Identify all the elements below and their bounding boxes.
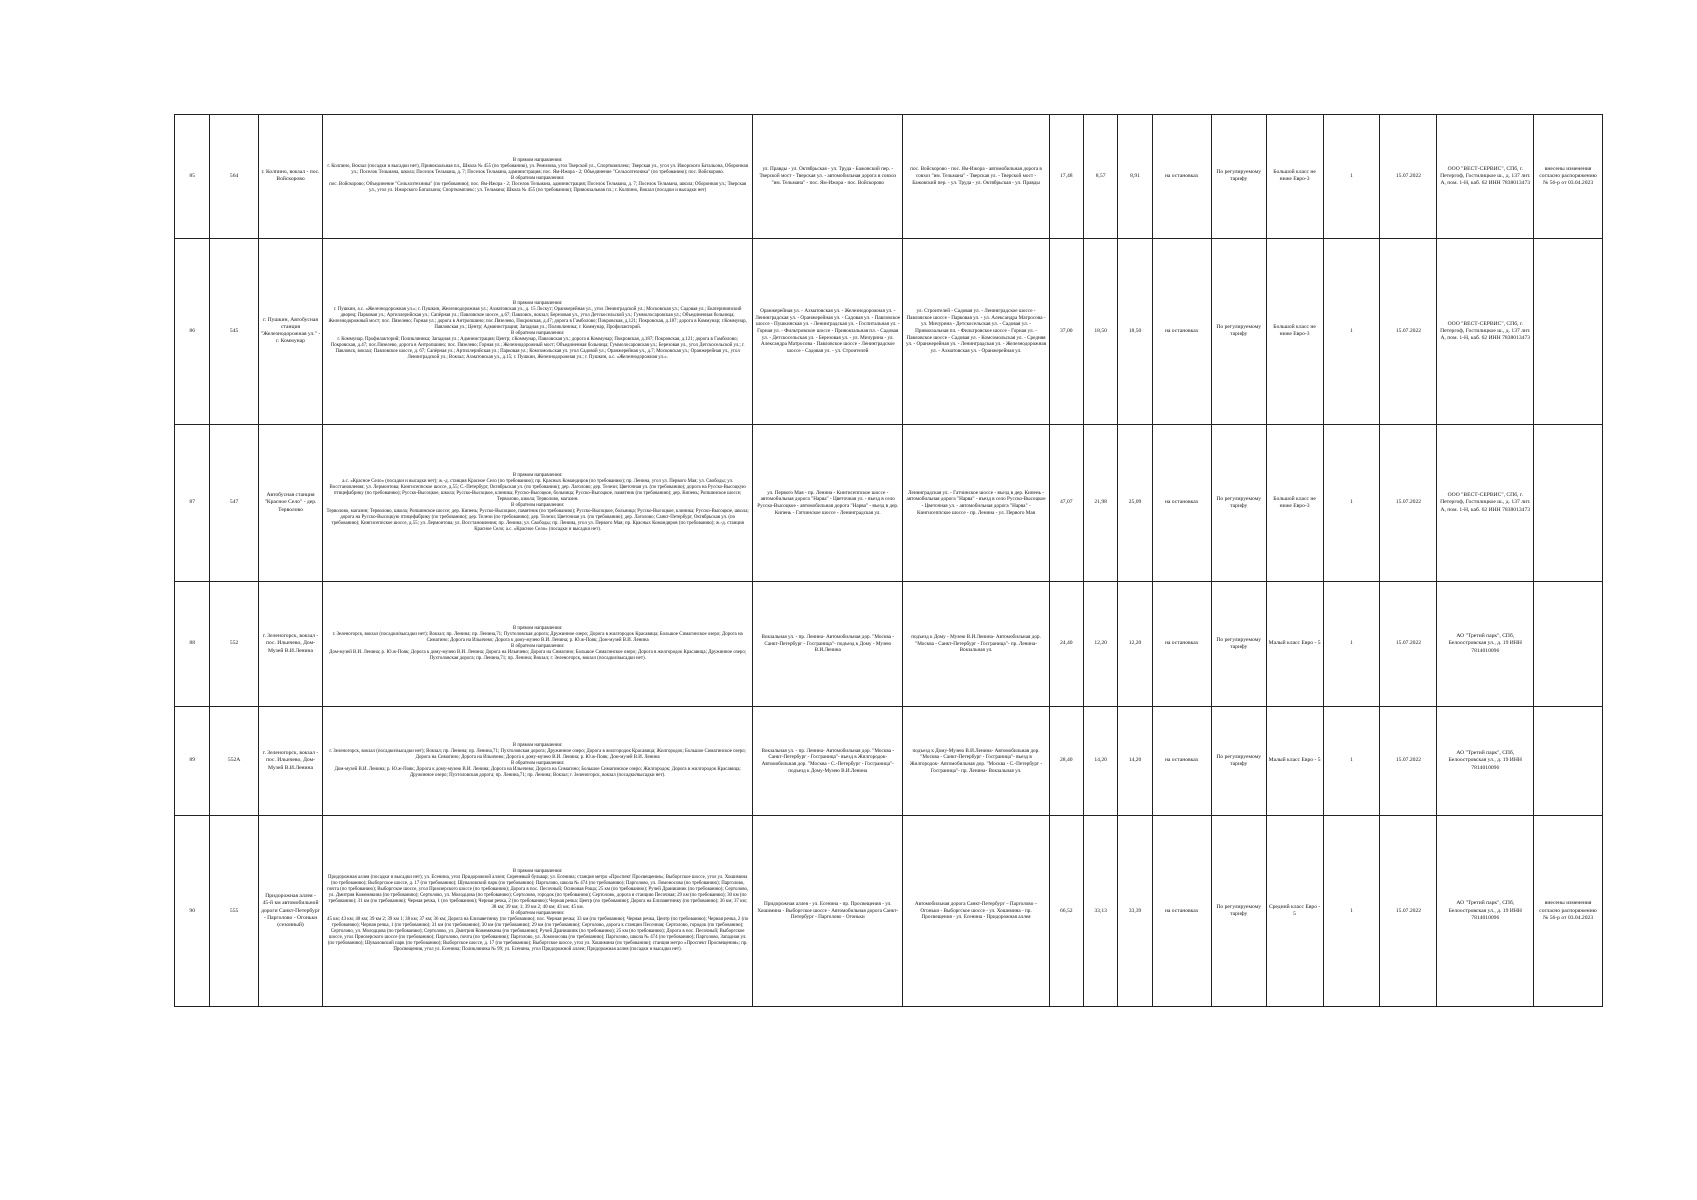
row-number: 85 bbox=[175, 115, 210, 239]
forward-heading: В прямом направлении: bbox=[512, 301, 563, 307]
route-number: 547 bbox=[210, 424, 258, 581]
tariff-type: По регулируемому тарифу bbox=[1211, 816, 1266, 1007]
length-reverse: 14,20 bbox=[1118, 706, 1152, 815]
row-number: 87 bbox=[175, 424, 210, 581]
forward-stops: г. Пушкин, а.с. «Железнодорожная ул.»; г. Пушкин, Железнодорожная ул.; Ахматовская ул., д. 15 Лоскут; Оранжерейная ул., угол Ленинградской ул.; Московская ул.; Садовая ул.; Екатерининский дворец; Парковая ул.; Артиллерийская ул.; Сапёрная ул.; Павловское шоссе, д.67; Павловск, вокзал; Березовая ул., угол Детскосельской ул.; Гуммолосаровская ул.; Объединенная больница; Железнодорожный мост; пос. Пязелево; Горная ул.; дорога в Антропшино; пос.Пязелево, Покровская, д.47; дорога в Гамболово; Покровская, д.121; Покровская, д.187; дорога в Коммунар; г.Коммунар, Павловская ул.; Центр; Администрация; Западная ул.; Поликлиника; г. Коммунар, Профилакторий. bbox=[328, 307, 747, 331]
change-note bbox=[1534, 706, 1603, 815]
streets-forward: ул. Первого Мая - пр. Ленина - Кингисеппское шоссе - автомобильная дорога "Нарва" - Цветочная ул. - въезд в село Русско-Высоцкое - автомобильная дорога "Нарва" - въезд в дер. Кипень - Гатчинское шоссе - Ленинградская ул. bbox=[753, 424, 903, 581]
length-total: 17,48 bbox=[1049, 115, 1083, 239]
vehicle-class: Малый класс Евро - 5 bbox=[1266, 582, 1323, 707]
length-total: 66,52 bbox=[1049, 816, 1083, 1007]
stops-list bbox=[323, 238, 753, 424]
route-name: Автобусная станция "Красное Село" - дер. Терволово bbox=[258, 424, 322, 581]
change-note bbox=[1534, 238, 1603, 424]
route-number: 552 bbox=[210, 582, 258, 707]
length-reverse: 12,20 bbox=[1118, 582, 1152, 707]
row-number: 86 bbox=[175, 238, 210, 424]
carrier-info: ООО "ВЕСТ-СЕРВИС", СПб, г. Петергоф, Гостилицкое ш., д. 137 лит. А, пом. 1-Н, каб. 62 ИНН 7838013473 bbox=[1437, 238, 1534, 424]
streets-forward: Вокзальная ул. - пр. Ленина- Автомобильная дор. "Москва - Санкт-Петербург - Госграница"- въезд в Жилгородок- Автомобильная дор. "Москва - С.-Петербург - Госграница"- подъезд к Дому-Музею В.И.Ленина bbox=[753, 706, 903, 815]
reverse-heading: В обратном направлении: bbox=[510, 760, 565, 766]
vehicle-count: 1 bbox=[1323, 424, 1380, 581]
route-number: 545 bbox=[210, 238, 258, 424]
length-forward: 14,20 bbox=[1083, 706, 1117, 815]
boarding-rule: на остановках bbox=[1152, 424, 1211, 581]
carrier-info: ООО "ВЕСТ-СЕРВИС", СПб, г. Петергоф, Гостилицкое ш., д. 137 лит. А, пом. 1-Н, каб. 62 ИНН 7838013473 bbox=[1437, 424, 1534, 581]
reverse-stops: пос. Войскорово; Объединение "Сельхозтехника" (по требованию); пос. Ям-Ижора - 2; Поселок Тельмана, администрация; Поселок Тельмана, д. 7; Поселок Тельмана, школа; Оборонная ул.; Тверская ул., угол ул. Ижорского Батальона; Спорткомплекс; ул. Тельмана; Школа № 455 (по требованию); Привокзальная пл.; г. Колпино, Вокзал (посадки и высадки нет) bbox=[329, 182, 747, 194]
reverse-heading: В обратном направлении: bbox=[510, 643, 565, 649]
reverse-heading: В обратном направлении: bbox=[510, 503, 565, 509]
vehicle-class: Средний класс Евро - 5 bbox=[1266, 816, 1323, 1007]
vehicle-class: Большой класс не ниже Евро-3 bbox=[1266, 424, 1323, 581]
length-forward: 33,13 bbox=[1083, 816, 1117, 1007]
start-date: 15.07.2022 bbox=[1380, 816, 1437, 1007]
start-date: 15.07.2022 bbox=[1380, 238, 1437, 424]
vehicle-count: 1 bbox=[1323, 115, 1380, 239]
change-note bbox=[1534, 582, 1603, 707]
change-note bbox=[1534, 424, 1603, 581]
vehicle-class: Малый класс Евро - 5 bbox=[1266, 706, 1323, 815]
change-note: внесены изменения согласно распоряжению № 56-р от 03.04.2023 bbox=[1534, 816, 1603, 1007]
length-forward: 21,98 bbox=[1083, 424, 1117, 581]
stops-list bbox=[323, 706, 753, 815]
row-number: 89 bbox=[175, 706, 210, 815]
forward-stops: г. Колпино, Вокзал (посадки и высадки нет), Привокзальная пл., Школа № 455 (по требованию), ул. Ремизова, угол Тверской ул., Спорткомплекс; Тверская ул., угол ул. Ижорского Батальона, Оборонная ул.; Поселок Тельмана, школа; Поселок Тельмана, д. 7; Поселок Тельмана, администрация; пос. Ям-Ижора - 2; Объединение "Сельхозтехника" (по требованию); пос. Войскорово. bbox=[327, 164, 748, 176]
length-forward: 12,20 bbox=[1083, 582, 1117, 707]
length-total: 47,07 bbox=[1049, 424, 1083, 581]
length-forward: 18,50 bbox=[1083, 238, 1117, 424]
stops-list bbox=[323, 424, 753, 581]
streets-forward: Вокзальная ул. - пр. Ленина- Автомобильная дор. "Москва - Санкт-Петербург - Госграница"- подъезд к Дому - Музею В.И.Ленина bbox=[753, 582, 903, 707]
streets-forward: ул. Правды - ул. Октябрьская - ул. Труда - Бажовский пер. - Тверской мост - Тверская ул. - автомобильная дорога в совхоз "им. Тельмана" - пос. Ям-Ижора - пос. Войскорово bbox=[753, 115, 903, 239]
vehicle-count: 1 bbox=[1323, 706, 1380, 815]
vehicle-count: 1 bbox=[1323, 582, 1380, 707]
length-total: 28,40 bbox=[1049, 706, 1083, 815]
forward-stops: Придорожная аллея (посадки и высадки нет); ул. Есенина, угол Придорожной аллеи; Сиреневый бульвар; ул. Есенина; станция метро «Проспект Просвещения»; Выборгское шоссе, угол ул. Хошимина (по требованию); Выборгское шоссе, д. 17 (по требованию); Шуваловский парк (по требованию); Парголово, школа № 474 (по требованию); Парголово, ул. Ломоносова (по требованию); Парголово, почта (по требованию); Выборгское шоссе, угол Приозерского шоссе (по требованию); Дорога в пос. Песочный; Осиновая Роща; 25 км (по требованию); Ручей Дранишник (по требованию); Сертолово, ул. Дмитрия Кожемякина (по требованию); Сертолово, ул. Молодцова (по требованию); Сертолово, городок (по требованию); Сертолово, дорога в станцию Песочная; 29 км (по требованию); 30 км (по требованию); 31 км (по требованию); Черная речка, 1 (по требованию); Черная речка, 2 (по требованию); Черная речка; Центр (по требованию); Дорога на Елизаветинку (по требованию); 36 км; 37 км; 38 км; 39 км; 1; 39 км 2; 40 км; 43 км; 45 км. bbox=[327, 875, 749, 911]
route-number: 564 bbox=[210, 115, 258, 239]
length-reverse: 25,09 bbox=[1118, 424, 1152, 581]
forward-heading: В прямом направлении: bbox=[512, 625, 563, 631]
boarding-rule: на остановках bbox=[1152, 816, 1211, 1007]
streets-reverse: Автомобильная дорога Санкт-Петербург – Парголово – Огоньки - Выборгское шоссе - ул. Хошимина - пр. Просвещения - ул. Есенина - Придорожная аллея bbox=[903, 816, 1049, 1007]
reverse-stops: 45 км; 43 км; 40 км; 39 км 2; 39 км 1; 38 км; 37 км; 36 км; Дорога на Елизаветинку (по требованию); пос. Черная речка; 33 км (по требованию); Черная речка, Центр (по требованию); Черная речка, 2 (по требованию); Черная речка, 1 (по требованию); 31 км (по требованию); 30 км (по требованию); 29 км (по требованию); Сертолово, дорога к станции Песочная; Сертолово, городок (по требованию); Сертолово, ул. Молодцова (по требованию); Сертолово, ул. Дмитрия Кожемякина (по требованию); Ручей Дранишник (по требованию); 25 км (по требованию); Дорога в пос. Песочный; Выборгское шоссе, угол Приозерского шоссе (по требованию); Парголово, почта (по требованию); Парголово, ул. Ломоносова (по требованию); Парголово, школа № 474 (по требованию); Парголово, Западная ул. (по требованию); Шуваловский парк (по требованию); Выборгское шоссе, д. 17 (по требованию); Выборгское шоссе, угол ул. Хошимина (по требованию); станция метро «Проспект Просвещения»; пр. Просвещения, угол ул. Есенина; Поликлиника № 99; ул. Есенина, угол Придорожной аллеи; Придорожная аллея (посадки и высадки нет). bbox=[327, 917, 749, 952]
table-row bbox=[175, 115, 1603, 239]
length-reverse: 8,91 bbox=[1118, 115, 1152, 239]
tariff-type: По регулируемому тарифу bbox=[1211, 582, 1266, 707]
stops-list bbox=[323, 816, 753, 1007]
start-date: 15.07.2022 bbox=[1380, 582, 1437, 707]
route-number: 555 bbox=[210, 816, 258, 1007]
route-name: г. Зеленогорск, вокзал - пос. Ильичево, Дом-Музей В.И.Ленина bbox=[258, 582, 322, 707]
row-number: 88 bbox=[175, 582, 210, 707]
reverse-stops: Терволово, магазин; Терволово, школа; Ропшинское шоссе; дер. Кипень; Русско-Высоцкое, памятник (по требованию); Русско-Высоцкое, больница; Русско-Высоцкое, клиника; Русско-Высоцкое, школа; дорога на Русско-Высоцкую птицефабрику (по требованию); дер. Телези (по требованию); дер. Телези; Цветочная ул. (по требованию); дер. Лаголово; Санкт-Петербург, Октябрьская ул. (по требованию); Кингисеппское шоссе, д.55; ул. Лермонтова; ул. Восстановления; пр. Ленина; ул. Свободы; пр. Ленина, угол ул. Первого Мая; пр. Красных Командиров (по требованию); ж.-д. станция Красное Село; а.с. «Красное Село» (посадки и высадки нет). bbox=[326, 509, 749, 532]
table-row bbox=[175, 706, 1603, 815]
forward-heading: В прямом направлении: bbox=[512, 473, 563, 479]
forward-heading: В прямом направлении: bbox=[512, 158, 563, 164]
table-row bbox=[175, 582, 1603, 707]
reverse-heading: В обратном направлении: bbox=[510, 911, 565, 917]
length-reverse: 18,50 bbox=[1118, 238, 1152, 424]
reverse-stops: Дом-музей В.И. Ленина; р. Ю.ж-Пояк; Дорога к дому-музею В.И. Ленина; Дорога на Ильичево; Дорога на Симагино; Большое Симагинское озеро; Жилгородок; Дорога в жилгородок Красавица; Дружинное озеро; Пухтоловская дорога; пр. Ленина,71; пр. Ленина; Вокзал; г. Зеленогорск, вокзал (посадки/высадки нет). bbox=[334, 766, 741, 778]
tariff-type: По регулируемому тарифу bbox=[1211, 706, 1266, 815]
change-note: внесены изменения согласно распоряжению № 56-р от 03.04.2023 bbox=[1534, 115, 1603, 239]
forward-heading: В прямом направлении: bbox=[512, 743, 563, 749]
boarding-rule: на остановках bbox=[1152, 582, 1211, 707]
boarding-rule: на остановках bbox=[1152, 706, 1211, 815]
route-name: г. Зеленогорск, вокзал - пос. Ильичево, Дом-Музей В.И.Ленина bbox=[258, 706, 322, 815]
table-row bbox=[175, 238, 1603, 424]
streets-reverse: пос. Войскорово - пос. Ям-Ижора - автомобильная дорога в совхоз "им. Тельмана" - Тверская ул. - Тверской мост - Бажовский пер. - ул. Труда - ул. Октябрьская - ул. Правды bbox=[903, 115, 1049, 239]
stops-list bbox=[323, 115, 753, 239]
start-date: 15.07.2022 bbox=[1380, 115, 1437, 239]
start-date: 15.07.2022 bbox=[1380, 424, 1437, 581]
carrier-info: АО "Третий парк", СПб, Белоостровская ул., д. 19 ИНН 7814010096 bbox=[1437, 706, 1534, 815]
tariff-type: По регулируемому тарифу bbox=[1211, 238, 1266, 424]
streets-reverse: подъезд к Дому-Музею В.И.Ленина- Автомобильная дор. "Москва - Санкт-Петербург - Госграница"- въезд в Жилгородок- Автомобильная дор. "Москва - С.-Петербург - Госграница"- пр. Ленина- Вокзальная ул. bbox=[903, 706, 1049, 815]
carrier-info: АО "Третий парк", СПб, Белоостровская ул., д. 19 ИНН 7814010096 bbox=[1437, 816, 1534, 1007]
streets-forward: Оранжерейная ул. - Ахматовская ул. - Железнодорожная ул. - Ленинградская ул. - Оранжерейная ул. - Садовая ул. - Павловское шоссе - Пушкинская ул. - Ленинградская ул. - Госпитальная ул. - Горная ул. - Фильтровское шоссе - Привокзальная пл. - Садовая ул. - Детскосельская ул. - Березовая ул. - ул. Мичурина - ул. Александра Матросова - Павловское шоссе - Ленинградское шоссе - Садовая ул. - ул. Строителей bbox=[753, 238, 903, 424]
forward-stops: г. Зеленогорск, вокзал (посадки/высадки нет); Вокзал; пр. Ленина; пр. Ленина,71; Пухтоловская дорога; Дружинное озеро; Дорога в жилгородок Красавица; Жилгородок; Большое Симагинское озеро; Дорога на Симагино; Дорога на Ильичево; Дорога к дому-музею В.И. Ленина; р. Ю.ж-Пояк; Дом-музей В.И. Ленина bbox=[329, 749, 746, 760]
routes-table bbox=[174, 114, 1603, 1007]
tariff-type: По регулируемому тарифу bbox=[1211, 424, 1266, 581]
tariff-type: По регулируемому тарифу bbox=[1211, 115, 1266, 239]
streets-forward: Придорожная аллея - ул. Есенина - пр. Просвещения - ул. Хошимина - Выборгское шоссе - Автомобильная дорога Санкт-Петербург - Парголово - Огоньки bbox=[753, 816, 903, 1007]
reverse-heading: В обратном направлении: bbox=[510, 331, 565, 337]
length-total: 24,40 bbox=[1049, 582, 1083, 707]
forward-stops: а.с. «Красное Село» (посадки и высадки нет); ж.-д. станция Красное Село (по требованию); пр. Красных Командиров (по требованию); пр. Ленина, угол ул. Первого Мая; ул. Свободы; ул. Восстановления; ул. Лермонтова; Кингисеппское шоссе, д.55; С.-Петербург, Октябрьская ул. (по требованию); дер. Лаголово; дер. Телези; Цветочная ул. (по требованию); дорога на Русско-Высоцкую птицефабрику (по требованию); Русско-Высоцкое, школа; Русско-Высоцкое, клиника; Русско-Высоцкое, больница; Русско-Высоцкое, памятник (по требованию); дер. Кипень; Ропшинское шоссе; Терволово, школа; Терволово, магазин. bbox=[329, 479, 746, 503]
vehicle-count: 1 bbox=[1323, 816, 1380, 1007]
carrier-info: ООО "ВЕСТ-СЕРВИС", СПб, г. Петергоф, Гостилицкое ш., д. 137 лит. А, пом. 1-Н, каб. 62 ИНН 7838013473 bbox=[1437, 115, 1534, 239]
route-name: г. Колпино, вокзал - пос. Войскорово bbox=[258, 115, 322, 239]
table-row bbox=[175, 424, 1603, 581]
route-name: г. Пушкин, Автобусная станция "Железнодорожная ул." - г. Коммунар bbox=[258, 238, 322, 424]
carrier-info: АО "Третий парк", СПб, Белоостровская ул., д. 19 ИНН 7814010096 bbox=[1437, 582, 1534, 707]
reverse-stops: Дом-музей В.И. Ленина; р. Ю.ж-Пояк; Дорога к дому-музею В.И. Ленина; Дорога на Ильичево; Дорога на Симагино; Большое Симагинское озеро; Дорога в жилгородок Красавица; Дружинное озеро; Пухтоловская дорога; пр. Ленина,71; пр. Ленина; Вокзал; г. Зеленогорск, вокзал (посадки/высадки нет). bbox=[329, 649, 747, 661]
streets-reverse: Ленинградская ул. - Гатчинское шоссе - въезд в дер. Кипень - автомобильная дорога "Нарва" - въезд в село Русско-Высоцкое - Цветочная ул. - автомобильная дорога "Нарва" - Кингисеппское шоссе - пр. Ленина - ул. Первого Мая bbox=[903, 424, 1049, 581]
boarding-rule: на остановках bbox=[1152, 238, 1211, 424]
length-reverse: 33,39 bbox=[1118, 816, 1152, 1007]
length-forward: 8,57 bbox=[1083, 115, 1117, 239]
route-name: Придорожная аллея - 45-й км автомобильной дороги Санкт-Петербург - Парголово - Огоньки (сезонный) bbox=[258, 816, 322, 1007]
route-number: 552А bbox=[210, 706, 258, 815]
stops-list bbox=[323, 582, 753, 707]
row-number: 90 bbox=[175, 816, 210, 1007]
forward-stops: г. Зеленогорск, вокзал (посадки/высадки нет); Вокзал; пр. Ленина; пр. Ленина,71; Пухтоловская дорога; Дружинное озеро; Дорога в жилгородок Красавица; Большое Симагинское озеро; Дорога на Симагино; Дорога на Ильичево; Дорога к дому-музею В.И. Ленина; р. Ю.ж-Пояк; Дом-музей В.И. Ленина bbox=[332, 631, 743, 643]
vehicle-class: Большой класс не ниже Евро-3 bbox=[1266, 115, 1323, 239]
start-date: 15.07.2022 bbox=[1380, 706, 1437, 815]
streets-reverse: ул. Строителей - Садовая ул. - Ленинградское шоссе - Павловское шоссе - Парковая ул. - ул. Александра Матросова - ул. Мичурина - Детскосельская ул. - Садовая ул. - Привокзальная пл. - Фильтровское шоссе - Горная ул. - Павловское шоссе - Садовая ул. - Комсомольская ул. - Средняя ул. - Оранжерейная ул. - Ленинградская ул. - Железнодорожная ул. - Ахматовская ул. - Оранжерейная ул. bbox=[903, 238, 1049, 424]
streets-reverse: подъезд к Дому - Музею В.И.Ленина- Автомобильная дор. "Москва - Санкт-Петербург - Госграница"- пр. Ленина- Вокзальная ул. bbox=[903, 582, 1049, 707]
boarding-rule: на остановках bbox=[1152, 115, 1211, 239]
reverse-heading: В обратном направлении: bbox=[510, 176, 565, 182]
length-total: 37,00 bbox=[1049, 238, 1083, 424]
forward-heading: В прямом направлении: bbox=[512, 869, 563, 875]
vehicle-class: Большой класс не ниже Евро-3 bbox=[1266, 238, 1323, 424]
vehicle-count: 1 bbox=[1323, 238, 1380, 424]
reverse-stops: г. Коммунар, Профилакторий; Поликлиника; Западная ул.; Администрация; Центр; г.Коммунар, Павловская ул.; дорога в Коммунар; Покровская, д.187; Покровская, д.121; дорога в Гамболово; Покровская, д.47; пос.Пязелево, дорога в Антропшино; пос. Пязелево; Горная ул.; Железнодорожный мост; Объединенная больница; Гуммолосаровская ул.; Березовая ул., угол Детскосельской ул.; г. Павловск, вокзал; Павловское шоссе, д. 67; Сапёрная ул.; Артиллерийская ул.; Парковая ул.; Комсомольская ул. угол Садовой ул.; Оранжерейная ул., д.7; Московская ул.; Оранжерейная ул., угол Ленинградской ул.; Вокзал; Ахматовская ул., д.15; г. Пушкин, Железнодорожная ул.; г. Пушкин, а.с. «Железнодорожная ул.». bbox=[330, 337, 745, 361]
table-row bbox=[175, 816, 1603, 1007]
